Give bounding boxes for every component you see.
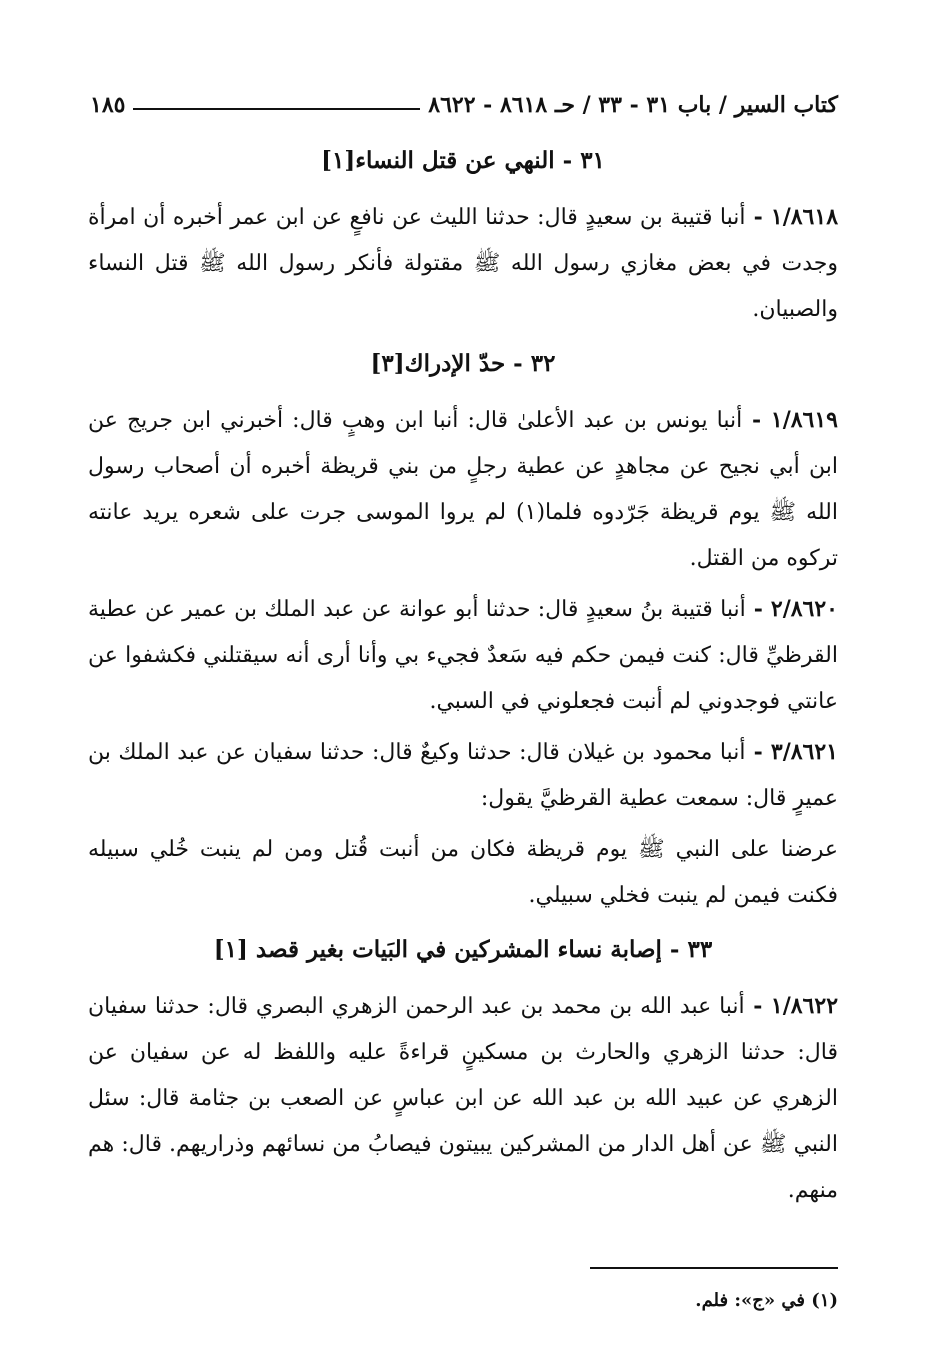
- hadith-paragraph: [88, 826, 838, 919]
- hadith-text: أنبا يونس بن عبد الأعلىٰ قال: أنبا ابن وهبٍ قال: أخبرني ابن جريج عن ابن أبي نجيح عن مجاهدٍ عن عطية رجلٍ من بني قريظة أخبره أن أصحاب رسول الله ﷺ يوم قريظة جَرّدوه فلما(١) لم يروا الموسى جرت على شعره يريد عانته تركوه من القتل.: [88, 408, 838, 571]
- page-header: [90, 78, 838, 118]
- hadith-number: ١/٨٦١٩ -: [742, 407, 838, 433]
- hadith-text: أنبا محمود بن غيلان قال: حدثنا وكيعٌ قال: حدثنا سفيان عن عبد الملك بن عميرٍ قال: سمعت عطية القرظيَّ يقول:: [88, 740, 838, 811]
- header-rule: [133, 108, 420, 110]
- hadith-number: ٣/٨٦٢١ -: [745, 739, 838, 765]
- hadith-paragraph: [88, 397, 838, 582]
- page-body: [88, 130, 838, 1218]
- hadith-text: أنبا قتيبة بن سعيدٍ قال: حدثنا الليث عن نافعٍ عن ابن عمر أخبره أن امرأة وجدت في بعض مغازي رسول الله ﷺ مقتولة فأنكر رسول الله ﷺ قتل النساء والصبيان.: [88, 205, 838, 322]
- running-title: كتاب السير / باب ٣١ - ٣٣ / حـ ٨٦١٨ - ٨٦٢٢: [428, 92, 838, 118]
- hadith-text: عرضنا على النبي ﷺ يوم قريظة فكان من أنبت قُتل ومن لم ينبت خُلي سبيله فكنت فيمن لم ينبت فخلي سبيلي.: [88, 837, 838, 908]
- page-number: ١٨٥: [90, 92, 126, 118]
- hadith-text: أنبا قتيبة بنُ سعيدٍ قال: حدثنا أبو عوانة عن عبد الملك بن عمير عن عطية القرظيِّ قال: كنت فيمن حكم فيه سَعدٌ فجيء بي وأنا أرى أنه سيقتلني فكشفوا عن عانتي فوجدوني لم أنبت فجعلوني في السبي.: [88, 597, 838, 714]
- section-heading: ٣٢ - حدّ الإدراك[٣]: [370, 350, 556, 377]
- hadith-number: ١/٨٦١٨ -: [745, 204, 839, 230]
- hadith-number: ٢/٨٦٢٠ -: [745, 596, 838, 622]
- hadith-paragraph: [88, 983, 838, 1214]
- footnote: (١) في «ج»: فلم.: [695, 1290, 838, 1311]
- section-heading: ٣١ - النهي عن قتل النساء[١]: [321, 147, 605, 174]
- footnote-rule: [590, 1267, 838, 1269]
- hadith-paragraph: [88, 194, 838, 333]
- hadith-text: أنبا عبد الله بن محمد بن عبد الرحمن الزهري البصري قال: حدثنا سفيان قال: حدثنا الزهري والحارث بن مسكينٍ قراءةً عليه واللفظ له عن سفيان عن الزهري عن عبيد الله بن عبد الله عن ابن عباسٍ عن الصعب بن جثامة قال: سئل النبي ﷺ عن أهل الدار من المشركين يبيتون فيصابُ من نسائهم وذراريهم. قال: هم منهم.: [88, 994, 838, 1203]
- section-heading: ٣٣ - إصابة نساء المشركين في البَيات بغير قصد [١]: [213, 936, 713, 963]
- hadith-paragraph: [88, 586, 838, 725]
- hadith-number: ١/٨٦٢٢ -: [744, 993, 839, 1019]
- hadith-paragraph: [88, 729, 838, 822]
